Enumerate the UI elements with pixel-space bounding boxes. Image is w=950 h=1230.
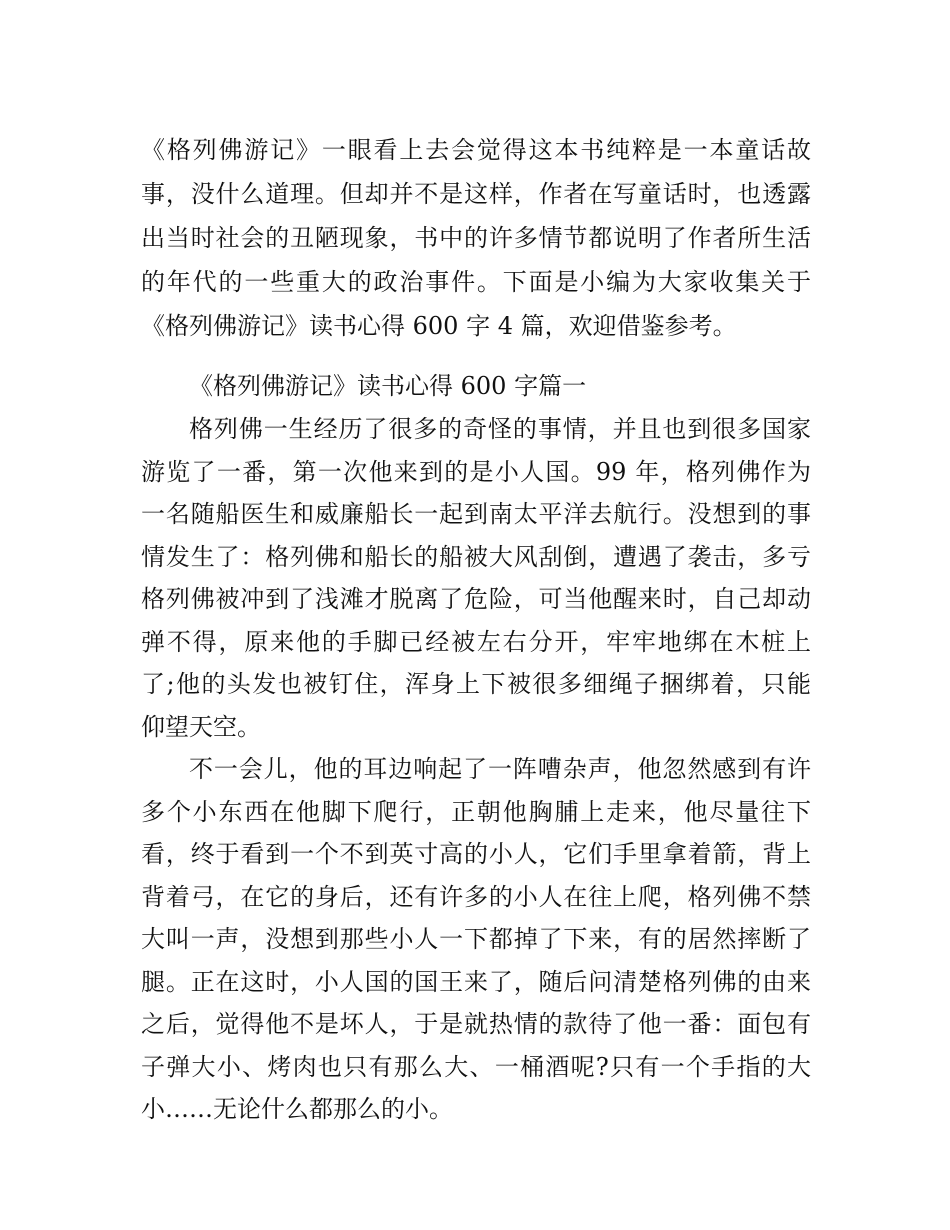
paragraph-line: 格列佛一生经历了很多的奇怪的事情，并且也到很多国家 <box>189 415 811 443</box>
paragraph-line: 游览了一番，第一次他来到的是小人国。99 年，格列佛作为 <box>141 457 811 486</box>
intro-line: 《格列佛游记》一眼看上去会觉得这本书纯粹是一本童话故 <box>141 136 811 164</box>
intro-paragraph <box>141 128 811 348</box>
body-paragraph-2 <box>141 748 811 1131</box>
paragraph-line: 弹不得，原来他的手脚已经被左右分开，牢牢地绑在木桩上 <box>141 627 811 656</box>
paragraph-line: 格列佛被冲到了浅滩才脱离了危险，可当他醒来时，自己却动 <box>141 585 811 613</box>
paragraph-line: 背着弓，在它的身后，还有许多的小人在往上爬，格列佛不禁 <box>141 882 811 911</box>
paragraph-line: 情发生了：格列佛和船长的船被大风刮倒，遭遇了袭击，多亏 <box>141 542 811 571</box>
intro-line: 出当时社会的丑陋现象，书中的许多情节都说明了作者所生活 <box>141 224 811 252</box>
paragraph-line: 腿。正在这时，小人国的国王来了，随后问清楚格列佛的由来 <box>141 967 811 996</box>
intro-line: 事，没什么道理。但却并不是这样，作者在写童话时，也透露 <box>141 180 811 208</box>
intro-line: 《格列佛游记》读书心得 600 字 4 篇，欢迎借鉴参考。 <box>141 312 737 340</box>
intro-line: 的年代的一些重大的政治事件。下面是小编为大家收集关于 <box>141 268 811 296</box>
body-paragraph-1 <box>141 408 811 748</box>
paragraph-line: 子弹大小、烤肉也只有那么大、一桶酒呢?只有一个手指的大 <box>141 1052 811 1081</box>
paragraph-line: 大叫一声，没想到那些小人一下都掉了下来，有的居然摔断了 <box>141 925 811 953</box>
paragraph-line: 多个小东西在他脚下爬行，正朝他胸脯上走来，他尽量往下 <box>141 797 811 826</box>
paragraph-line: 仰望天空。 <box>141 712 261 741</box>
paragraph-line: 一名随船医生和威廉船长一起到南太平洋去航行。没想到的事 <box>141 500 811 528</box>
paragraph-line: 了;他的头发也被钉住，浑身上下被很多细绳子捆绑着，只能 <box>141 670 811 698</box>
paragraph-line: 看，终于看到一个不到英寸高的小人，它们手里拿着箭，背上 <box>141 840 811 868</box>
paragraph-line: 小……无论什么都那么的小。 <box>141 1095 453 1123</box>
section-title: 《格列佛游记》读书心得 600 字篇一 <box>189 372 587 400</box>
paragraph-line: 不一会儿，他的耳边响起了一阵嘈杂声，他忽然感到有许 <box>189 755 811 783</box>
paragraph-line: 之后，觉得他不是坏人，于是就热情的款待了他一番：面包有 <box>141 1010 811 1038</box>
